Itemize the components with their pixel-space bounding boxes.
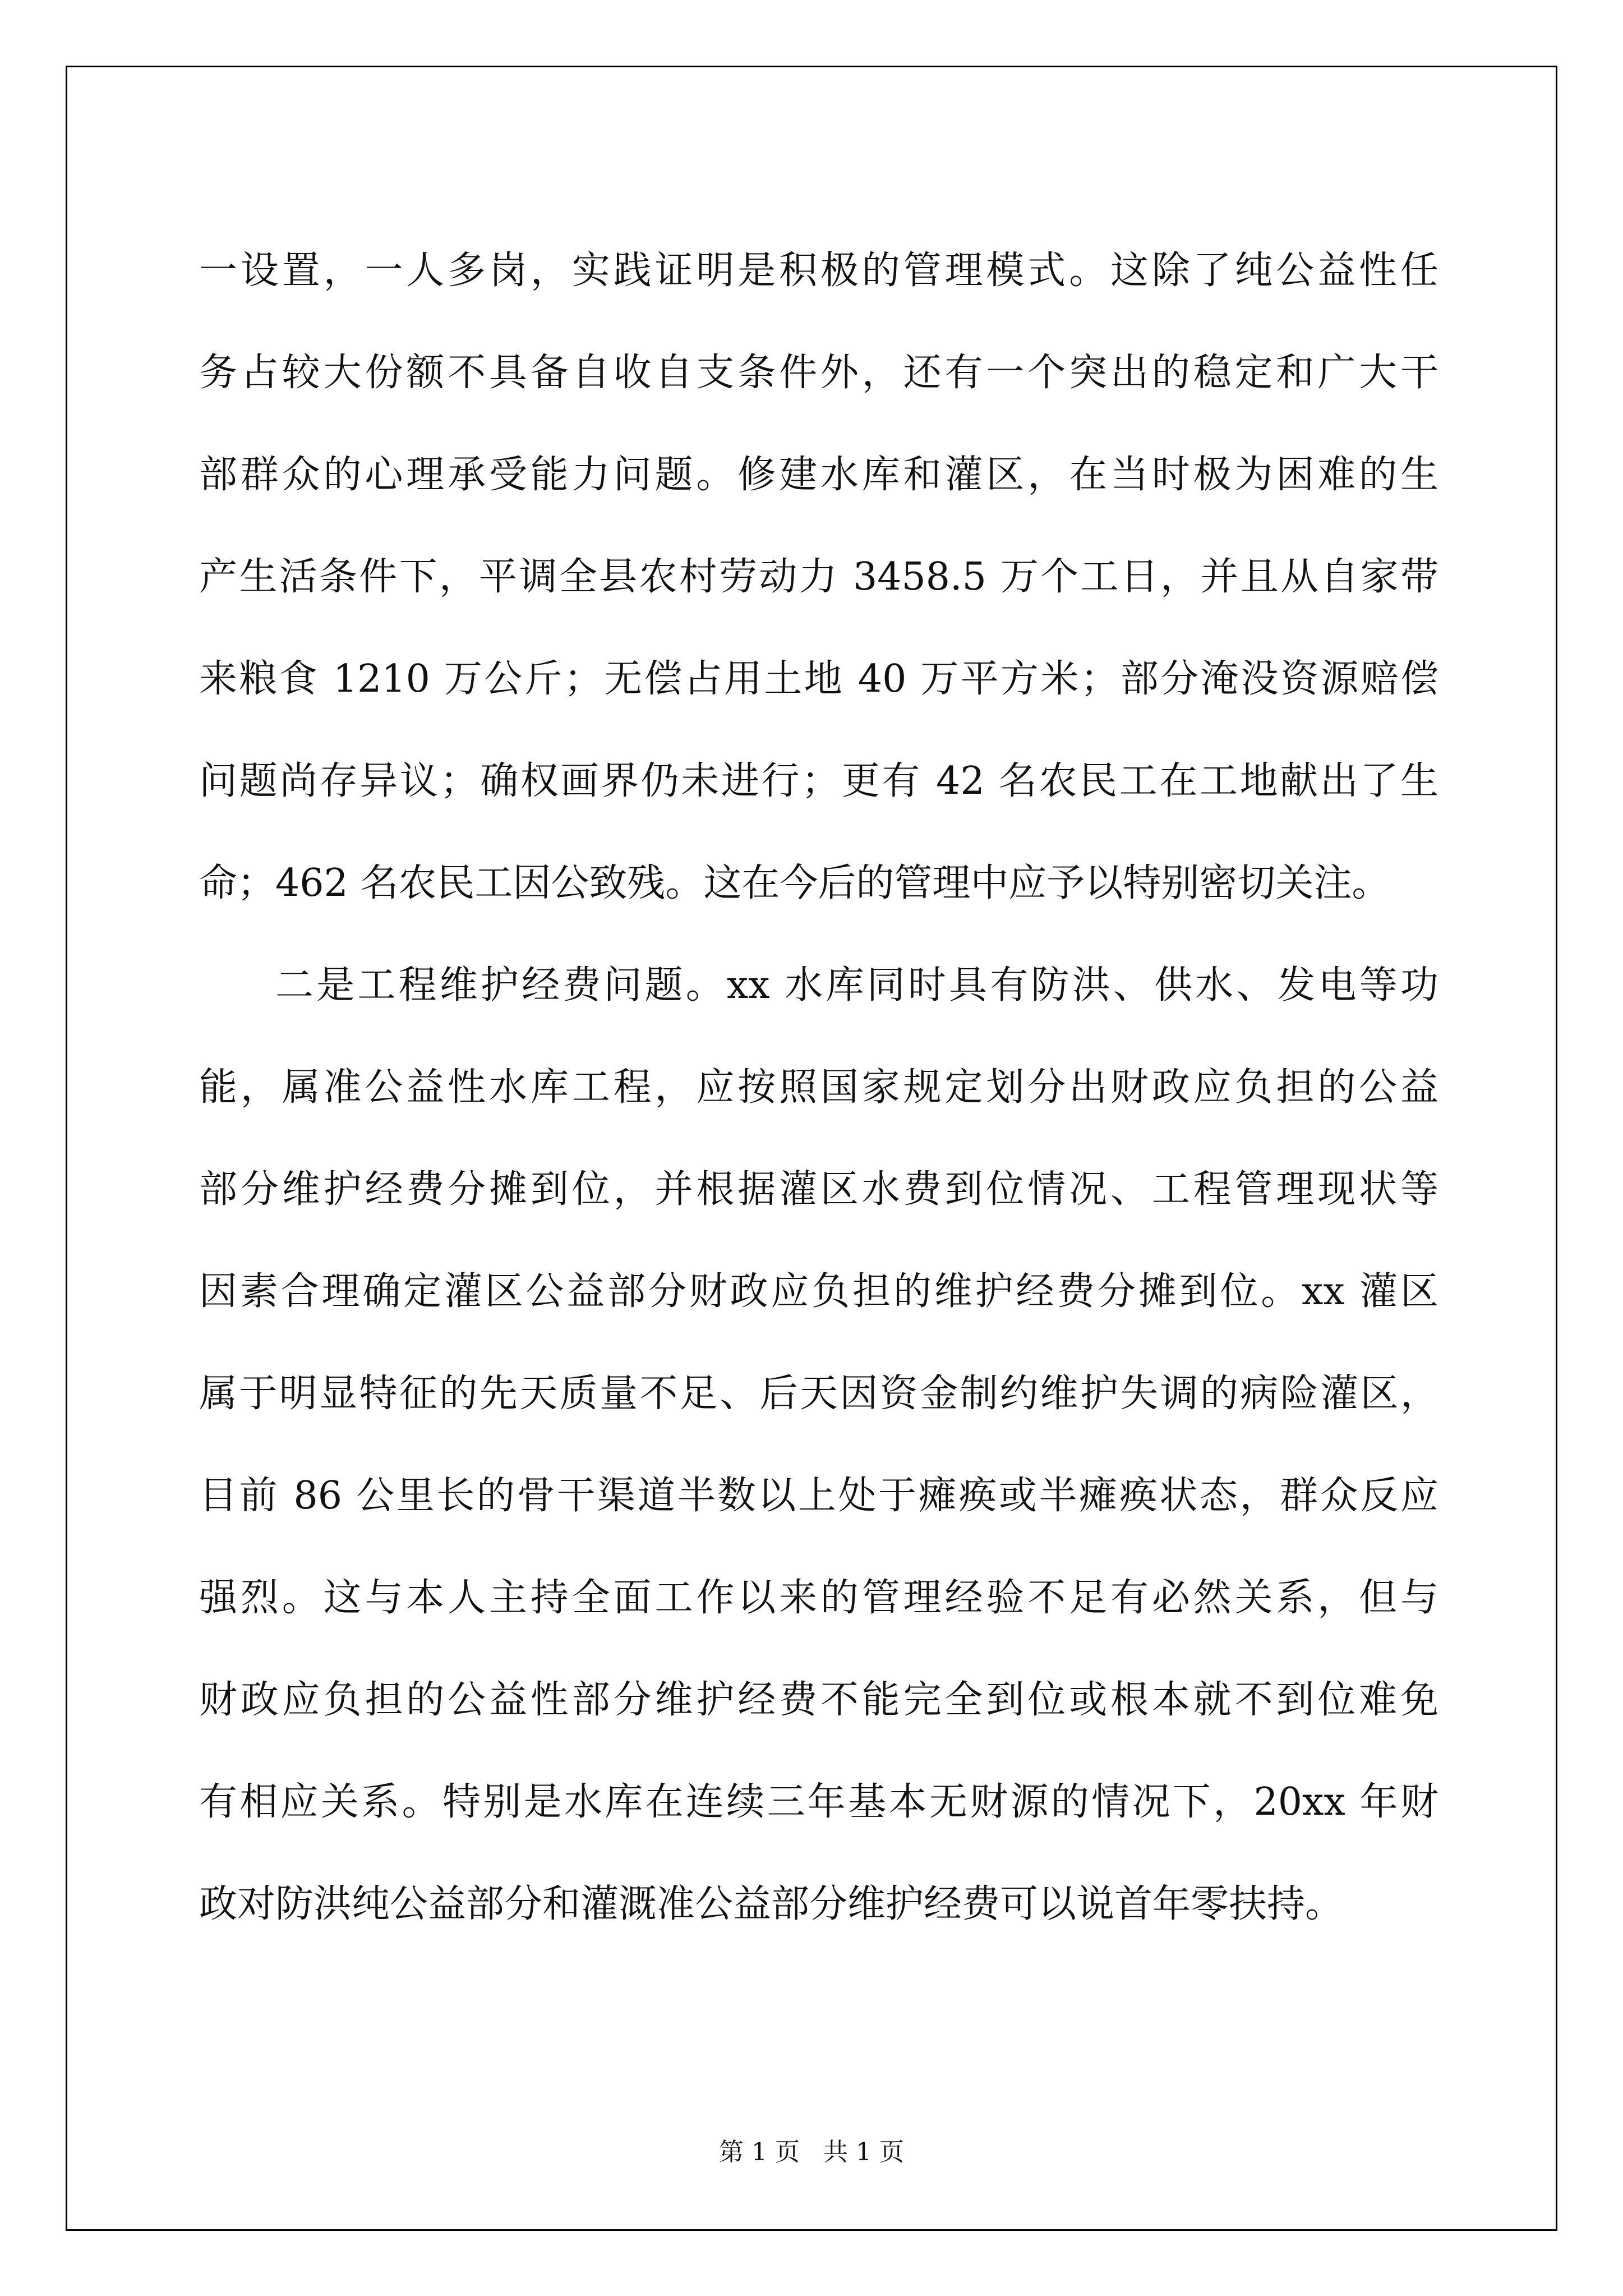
paragraph-1-line-6: 问题尚存异议；确权画界仍未进行；更有 42 名农民工在工地献出了生: [199, 759, 1438, 803]
paragraph-1-line-4: 产生活条件下，平调全县农村劳动力 3458.5 万个工日，并且从自家带: [199, 555, 1438, 599]
paragraph-2-line-1: 二是工程维护经费问题。xx 水库同时具有防洪、供水、发电等功: [275, 963, 1438, 1007]
paragraph-1-line-5: 来粮食 1210 万公斤；无偿占用土地 40 万平方米；部分淹没资源赔偿: [199, 657, 1438, 701]
paragraph-1-line-1: 一设置，一人多岗，实践证明是积极的管理模式。这除了纯公益性任: [199, 249, 1438, 293]
paragraph-1-line-2: 务占较大份额不具备自收自支条件外，还有一个突出的稳定和广大干: [199, 351, 1438, 395]
paragraph-2-line-10: 政对防洪纯公益部分和灌溉准公益部分维护经费可以说首年零扶持。: [199, 1882, 1344, 1926]
paragraph-2-line-8: 财政应负担的公益性部分维护经费不能完全到位或根本就不到位难免: [199, 1678, 1438, 1722]
paragraph-2-line-6: 目前 86 公里长的骨干渠道半数以上处于瘫痪或半瘫痪状态，群众反应: [199, 1474, 1438, 1518]
paragraph-2-line-7: 强烈。这与本人主持全面工作以来的管理经验不足有必然关系，但与: [199, 1576, 1438, 1620]
paragraph-2-line-5: 属于明显特征的先天质量不足、后天因资金制约维护失调的病险灌区，: [199, 1372, 1438, 1416]
document-body: [199, 220, 1438, 1955]
paragraph-1-line-7: 命；462 名农民工因公致残。这在今后的管理中应予以特别密切关注。: [199, 861, 1390, 905]
paragraph-2-line-9: 有相应关系。特别是水库在连续三年基本无财源的情况下，20xx 年财: [199, 1780, 1438, 1824]
paragraph-2-line-4: 因素合理确定灌区公益部分财政应负担的维护经费分摊到位。xx 灌区: [199, 1269, 1438, 1314]
paragraph-2-line-2: 能，属准公益性水库工程，应按照国家规定划分出财政应负担的公益: [199, 1065, 1438, 1110]
page-number-footer: 第 1 页 共 1 页: [719, 2138, 904, 2166]
paragraph-1-line-3: 部群众的心理承受能力问题。修建水库和灌区，在当时极为困难的生: [199, 453, 1438, 497]
paragraph-2-line-3: 部分维护经费分摊到位，并根据灌区水费到位情况、工程管理现状等: [199, 1167, 1438, 1212]
